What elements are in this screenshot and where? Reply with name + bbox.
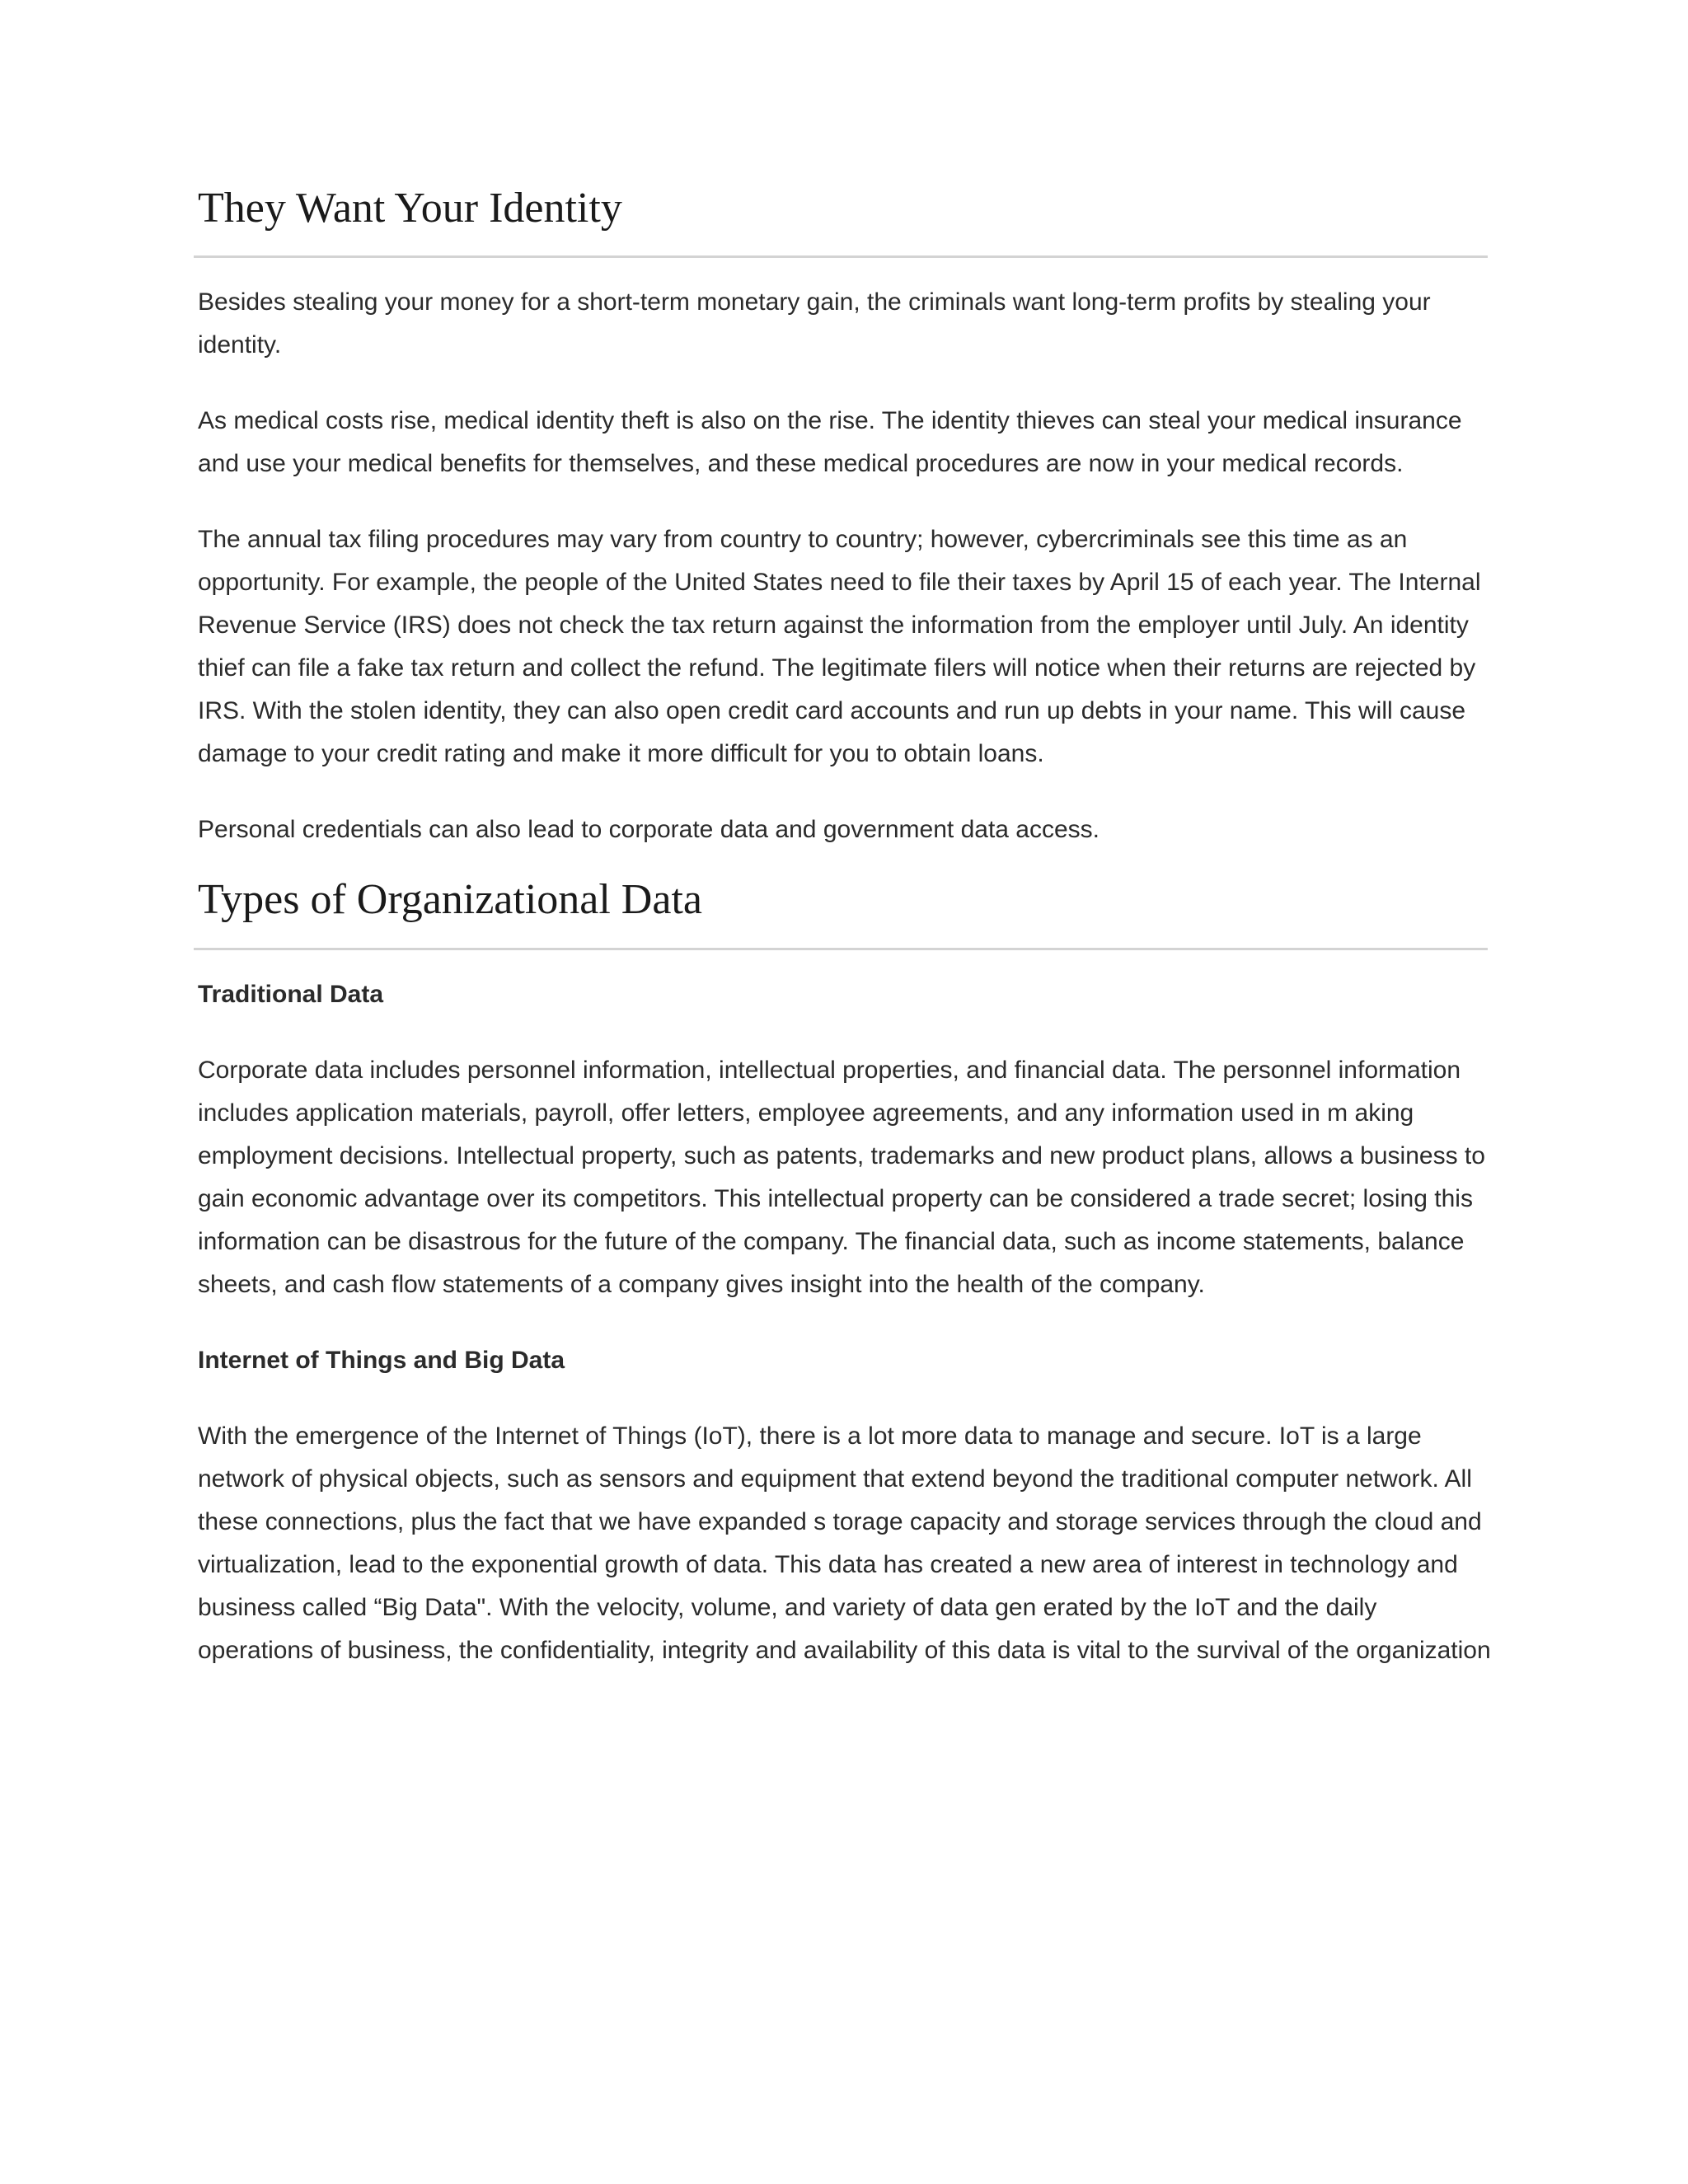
section-divider xyxy=(194,948,1488,950)
subheading-iot-big-data: Internet of Things and Big Data xyxy=(198,1346,565,1374)
paragraph-iot-big-data: With the emergence of the Internet of Things (IoT), there is a lot more data to manage and secure. IoT is a large network of physical objects, such as sensors and equipment that extend beyond the traditional computer network. All these connections, plus the fact that we have expanded s torage capacity and storage services through the cloud and virtualization, lead to the exponential growth of data. This data has created a new area of interest in technology and business called “Big Data". With the velocity, volume, and variety of data gen erated by the IoT and the daily operations of business, the confidentiality, integrity and availability of this data is vital to the survival of the organization xyxy=(198,1422,1491,1664)
paragraph-traditional-data: Corporate data includes personnel information, intellectual properties, and financial data. The personnel information includes application materials, payroll, offer letters, employee agreements, and any information used in m aking employment decisions. Intellectual property, such as patents, trademarks and new product plans, allows a business to gain economic advantage over its competitors. This intellectual property can be considered a trade secret; losing this information can be disastrous for the future of the company. The financial data, such as income statements, balance sheets, and cash flow statements of a company gives insight into the health of the company. xyxy=(198,1056,1485,1298)
paragraph-identity-intro: Besides stealing your money for a short-term monetary gain, the criminals want long-term profits by stealing your identity. xyxy=(198,288,1431,359)
paragraph-medical-identity: As medical costs rise, medical identity theft is also on the rise. The identity thieves can steal your medical insurance and use your medical benefits for themselves, and these medical procedures are now in your medical records. xyxy=(198,407,1462,478)
paragraph-tax-filing: The annual tax filing procedures may vary from country to country; however, cybercriminals see this time as an opportunity. For example, the people of the United States need to file their taxes by April 15 of each year. The Internal Revenue Service (IRS) does not check the tax return against the information from the employer until July. An identity thief can file a fake tax return and collect the refund. The legitimate filers will notice when their returns are rejected by IRS. With the stolen identity, they can also open credit card accounts and run up debts in your name. This will cause damage to your credit rating and make it more difficult for you to obtain loans. xyxy=(198,526,1481,768)
section-title-organizational-data: Types of Organizational Data xyxy=(198,876,702,924)
document-content xyxy=(198,183,1492,1672)
section-title-identity: They Want Your Identity xyxy=(198,185,622,232)
section-divider xyxy=(194,255,1488,258)
subheading-traditional-data: Traditional Data xyxy=(198,980,384,1008)
paragraph-personal-credentials: Personal credentials can also lead to corporate data and government data access. xyxy=(198,816,1100,844)
